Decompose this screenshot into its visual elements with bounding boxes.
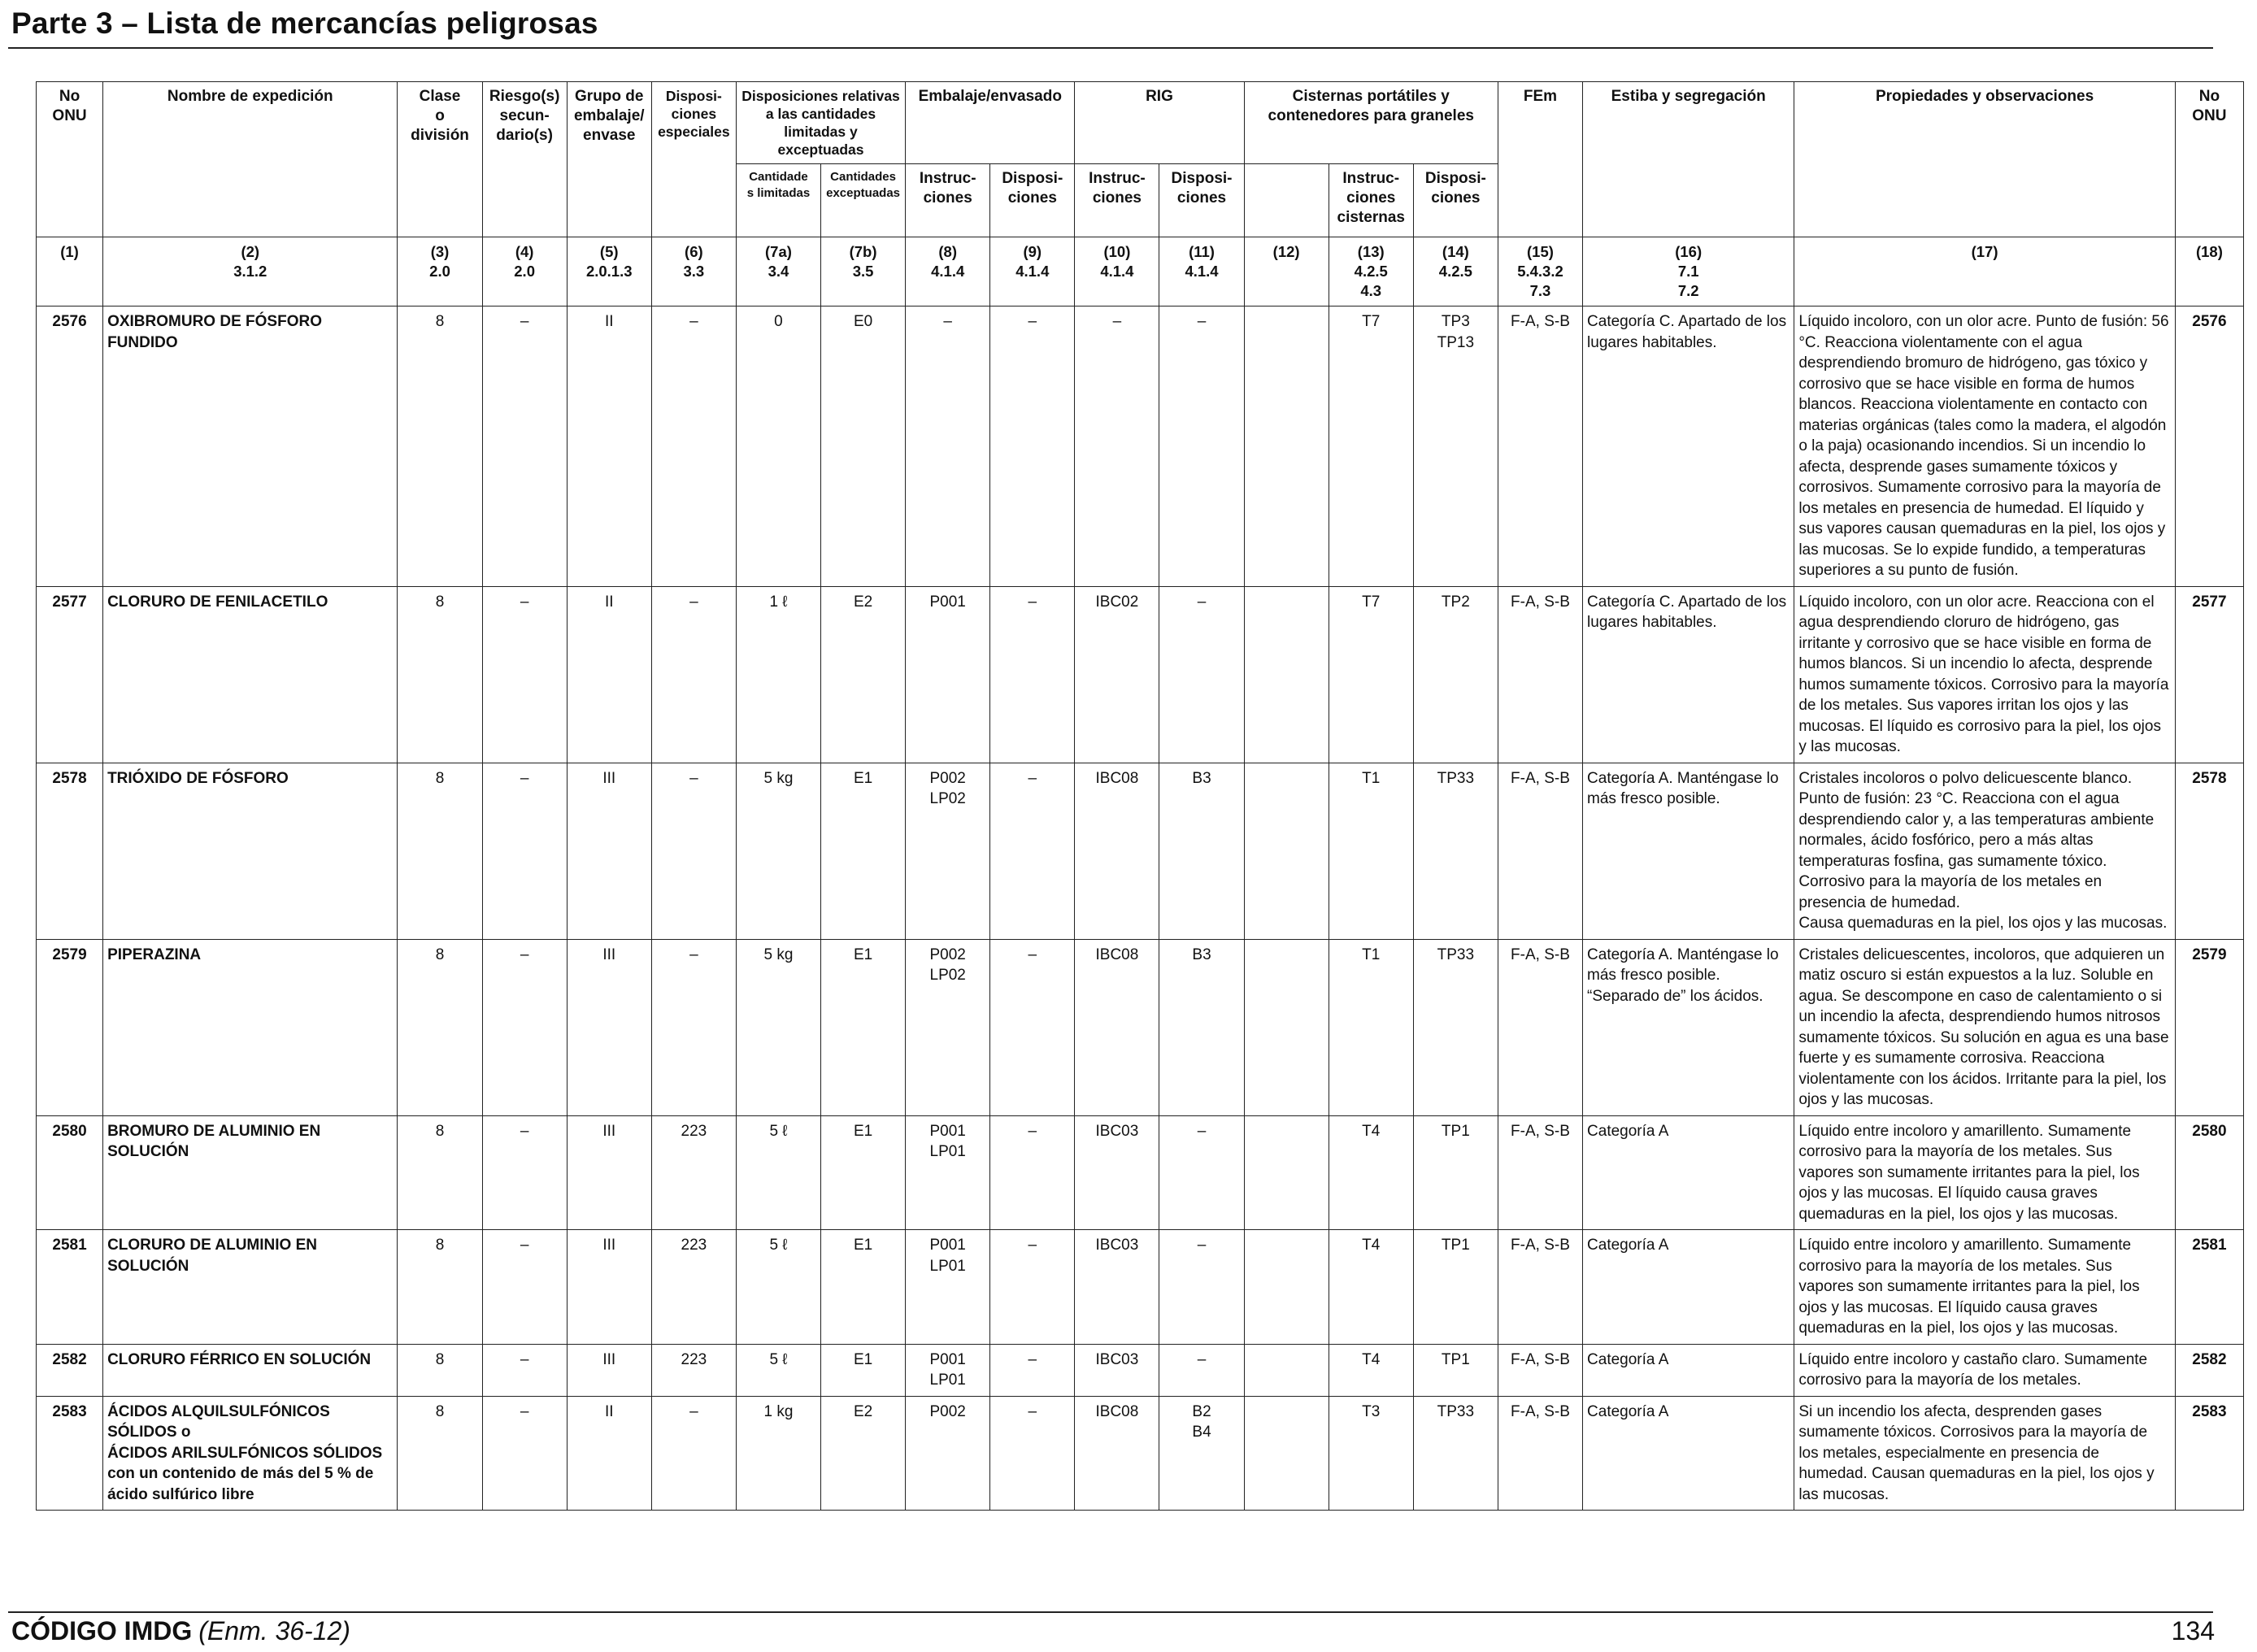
- row-stowage: Categoría A: [1583, 1230, 1794, 1345]
- row-un-number: 2581: [37, 1230, 103, 1345]
- row-column-12: [1244, 1230, 1329, 1345]
- table-row: [37, 1230, 2244, 1345]
- header-packing-group: Grupo de embalaje/ envase: [567, 82, 651, 237]
- row-class: 8: [398, 939, 482, 1115]
- column-ref: (7b) 3.5: [821, 237, 906, 306]
- header-tank-provisions: Disposi- ciones: [1413, 164, 1498, 237]
- row-shipping-name: BROMURO DE ALUMINIO EN SOLUCIÓN: [103, 1115, 398, 1230]
- header-packing: Embalaje/envasado: [906, 82, 1075, 164]
- row-column-12: [1244, 586, 1329, 763]
- table-row: [37, 1396, 2244, 1511]
- row-packing-instruction: P002: [906, 1396, 990, 1511]
- row-tank-instruction: T4: [1329, 1115, 1413, 1230]
- header-subsidiary-risk: Riesgo(s) secun- dario(s): [482, 82, 567, 237]
- header-column-12: [1244, 164, 1329, 237]
- row-packing-instruction: P002 LP02: [906, 763, 990, 939]
- header-un-number-right: No ONU: [2175, 82, 2243, 237]
- row-ibc-provision: B2 B4: [1159, 1396, 1244, 1511]
- row-properties: Cristales delicuescentes, incoloros, que adquieren un matiz oscuro si están expuestos a la luz. Soluble en agua. Se descompone en caso de calentamiento o si un incendio la afecta, desprendiendo humos nitrosos sumamente tóxicos. Su solución en agua es una base fuerte y es sumamente corrosiva. Reacciona violentamente con los ácidos. Irritante para la piel, los ojos y las mucosas.: [1794, 939, 2176, 1115]
- row-tank-instruction: T7: [1329, 586, 1413, 763]
- row-packing-instruction: P001: [906, 586, 990, 763]
- row-un-number: 2583: [37, 1396, 103, 1511]
- page-number: 134: [2171, 1616, 2215, 1645]
- row-ems: F-A, S-B: [1498, 1230, 1582, 1345]
- row-subsidiary-risk: –: [482, 306, 567, 587]
- row-special-provisions: 223: [651, 1115, 736, 1230]
- row-stowage: Categoría A: [1583, 1396, 1794, 1511]
- header-ibc-provisions: Disposi- ciones: [1159, 164, 1244, 237]
- row-ibc-instruction: IBC08: [1075, 1396, 1159, 1511]
- row-packing-provision: –: [990, 586, 1075, 763]
- header-tanks: Cisternas portátiles y contenedores para graneles: [1244, 82, 1498, 164]
- row-limited-quantity: 5 ℓ: [736, 1230, 820, 1345]
- row-tank-instruction: T1: [1329, 763, 1413, 939]
- table-row: [37, 1344, 2244, 1396]
- row-packing-provision: –: [990, 1396, 1075, 1511]
- row-excepted-quantity: E0: [821, 306, 906, 587]
- row-properties: Si un incendio los afecta, desprenden gases sumamente tóxicos. Corrosivos para la mayoría de los metales, especialmente en presencia de humedad. Causan quemaduras en la piel, los ojos y las mucosas.: [1794, 1396, 2176, 1511]
- row-limited-quantity: 5 ℓ: [736, 1115, 820, 1230]
- row-packing-instruction: P001 LP01: [906, 1115, 990, 1230]
- column-ref: (3) 2.0: [398, 237, 482, 306]
- header-ibc: RIG: [1075, 82, 1244, 164]
- row-un-number-right: 2580: [2175, 1115, 2243, 1230]
- row-un-number-right: 2583: [2175, 1396, 2243, 1511]
- row-packing-provision: –: [990, 939, 1075, 1115]
- row-un-number: 2576: [37, 306, 103, 587]
- row-excepted-quantity: E1: [821, 763, 906, 939]
- column-reference-row: [37, 237, 2244, 306]
- row-ibc-provision: –: [1159, 586, 1244, 763]
- row-un-number: 2579: [37, 939, 103, 1115]
- header-ems: FEm: [1498, 82, 1582, 237]
- row-special-provisions: –: [651, 306, 736, 587]
- row-ibc-instruction: IBC03: [1075, 1115, 1159, 1230]
- row-packing-instruction: P001 LP01: [906, 1230, 990, 1345]
- row-packing-group: III: [567, 1344, 651, 1396]
- header-limited-excepted: Disposiciones relativas a las cantidades limitadas y exceptuadas: [736, 82, 905, 164]
- row-tank-provision: TP1: [1413, 1230, 1498, 1345]
- column-ref: (11) 4.1.4: [1159, 237, 1244, 306]
- row-tank-instruction: T4: [1329, 1344, 1413, 1396]
- column-ref: (5) 2.0.1.3: [567, 237, 651, 306]
- row-stowage: Categoría A: [1583, 1344, 1794, 1396]
- row-limited-quantity: 5 kg: [736, 939, 820, 1115]
- row-stowage: Categoría C. Apartado de los lugares habitables.: [1583, 306, 1794, 587]
- row-packing-group: III: [567, 763, 651, 939]
- column-ref: (8) 4.1.4: [906, 237, 990, 306]
- row-packing-group: III: [567, 1115, 651, 1230]
- row-properties: Líquido entre incoloro y amarillento. Sumamente corrosivo para la mayoría de los metales. Sus vapores son sumamente irritantes para la piel, los ojos y las mucosas. El líquido causa graves quemaduras en la piel, los ojos y las mucosas.: [1794, 1115, 2176, 1230]
- row-special-provisions: –: [651, 586, 736, 763]
- row-special-provisions: –: [651, 1396, 736, 1511]
- row-ibc-provision: –: [1159, 1344, 1244, 1396]
- row-special-provisions: 223: [651, 1344, 736, 1396]
- row-excepted-quantity: E1: [821, 1115, 906, 1230]
- table-row: [37, 763, 2244, 939]
- row-ibc-instruction: –: [1075, 306, 1159, 587]
- header-ibc-instructions: Instruc- ciones: [1075, 164, 1159, 237]
- row-packing-provision: –: [990, 1344, 1075, 1396]
- row-un-number-right: 2581: [2175, 1230, 2243, 1345]
- column-ref: (1): [37, 237, 103, 306]
- column-ref: (15) 5.4.3.2 7.3: [1498, 237, 1582, 306]
- page-title: Parte 3 – Lista de mercancías peligrosas: [11, 7, 598, 40]
- header-properties: Propiedades y observaciones: [1794, 82, 2176, 237]
- row-tank-instruction: T1: [1329, 939, 1413, 1115]
- row-shipping-name: CLORURO DE ALUMINIO EN SOLUCIÓN: [103, 1230, 398, 1345]
- row-packing-group: II: [567, 586, 651, 763]
- column-ref: (7a) 3.4: [736, 237, 820, 306]
- row-packing-instruction: P001 LP01: [906, 1344, 990, 1396]
- table-row: [37, 939, 2244, 1115]
- row-class: 8: [398, 763, 482, 939]
- footer-divider: [8, 1611, 2213, 1613]
- row-packing-group: II: [567, 1396, 651, 1511]
- row-ems: F-A, S-B: [1498, 1344, 1582, 1396]
- column-ref: (14) 4.2.5: [1413, 237, 1498, 306]
- row-column-12: [1244, 1115, 1329, 1230]
- row-un-number-right: 2582: [2175, 1344, 2243, 1396]
- row-stowage: Categoría A: [1583, 1115, 1794, 1230]
- row-properties: Líquido incoloro, con un olor acre. Reacciona con el agua desprendiendo cloruro de hidrógeno, gas irritante y corrosivo que se hace visible en forma de humos blancos. Si un incendio lo afecta, desprende humos sumamente tóxicos. Corrosivo para la mayoría de los metales. Sus vapores irritan los ojos y las mucosas. El líquido es corrosivo para la piel, los ojos y las mucosas.: [1794, 586, 2176, 763]
- row-ems: F-A, S-B: [1498, 763, 1582, 939]
- row-shipping-name: PIPERAZINA: [103, 939, 398, 1115]
- row-limited-quantity: 0: [736, 306, 820, 587]
- row-tank-instruction: T4: [1329, 1230, 1413, 1345]
- row-column-12: [1244, 939, 1329, 1115]
- row-shipping-name: ÁCIDOS ALQUILSULFÓNICOS SÓLIDOS o ÁCIDOS ARILSULFÓNICOS SÓLIDOS con un contenido de más del 5 % de ácido sulfúrico libre: [103, 1396, 398, 1511]
- row-limited-quantity: 1 ℓ: [736, 586, 820, 763]
- row-limited-quantity: 1 kg: [736, 1396, 820, 1511]
- table-row: [37, 586, 2244, 763]
- column-ref: (4) 2.0: [482, 237, 567, 306]
- row-shipping-name: CLORURO DE FENILACETILO: [103, 586, 398, 763]
- header-packing-instructions: Instruc- ciones: [906, 164, 990, 237]
- row-shipping-name: OXIBROMURO DE FÓSFORO FUNDIDO: [103, 306, 398, 587]
- row-un-number-right: 2577: [2175, 586, 2243, 763]
- row-ibc-instruction: IBC03: [1075, 1344, 1159, 1396]
- column-ref: (6) 3.3: [651, 237, 736, 306]
- row-subsidiary-risk: –: [482, 1115, 567, 1230]
- row-shipping-name: CLORURO FÉRRICO EN SOLUCIÓN: [103, 1344, 398, 1396]
- row-special-provisions: –: [651, 763, 736, 939]
- row-shipping-name: TRIÓXIDO DE FÓSFORO: [103, 763, 398, 939]
- row-properties: Líquido incoloro, con un olor acre. Punto de fusión: 56 °C. Reacciona violentamente con el agua desprendiendo bromuro de hidrógeno, gas tóxico y corrosivo que se hace visible en forma de humos blancos. Reacciona violentamente en contacto con materias orgánicas (tales como la madera, el algodón o la paja) ocasionando incendios. Si un incendio lo afecta, desprende gases sumamente tóxicos y corrosivos. Sumamente corrosivo para la mayoría de los metales en presencia de humedad. El líquido y sus vapores causan quemaduras en la piel, los ojos y las mucosas. Se lo expide fundido, a temperaturas superiores a su punto de fusión.: [1794, 306, 2176, 587]
- row-ibc-provision: B3: [1159, 763, 1244, 939]
- header-un-number: No ONU: [37, 82, 103, 237]
- row-packing-instruction: –: [906, 306, 990, 587]
- footer-amendment: (Enm. 36-12): [198, 1616, 350, 1645]
- row-excepted-quantity: E2: [821, 586, 906, 763]
- row-packing-group: III: [567, 939, 651, 1115]
- column-ref: (13) 4.2.5 4.3: [1329, 237, 1413, 306]
- row-ibc-instruction: IBC03: [1075, 1230, 1159, 1345]
- row-class: 8: [398, 1396, 482, 1511]
- row-tank-provision: TP33: [1413, 939, 1498, 1115]
- header-special-provisions: Disposi- ciones especiales: [651, 82, 736, 237]
- header-class: Clase o división: [398, 82, 482, 237]
- row-subsidiary-risk: –: [482, 1230, 567, 1345]
- row-packing-provision: –: [990, 1230, 1075, 1345]
- row-excepted-quantity: E1: [821, 939, 906, 1115]
- row-packing-provision: –: [990, 763, 1075, 939]
- row-tank-provision: TP1: [1413, 1344, 1498, 1396]
- row-limited-quantity: 5 kg: [736, 763, 820, 939]
- row-ibc-provision: –: [1159, 1230, 1244, 1345]
- footer-code-name: CÓDIGO IMDG: [11, 1616, 193, 1645]
- row-ibc-instruction: IBC08: [1075, 763, 1159, 939]
- row-un-number: 2578: [37, 763, 103, 939]
- row-column-12: [1244, 1396, 1329, 1511]
- row-subsidiary-risk: –: [482, 939, 567, 1115]
- column-ref: (10) 4.1.4: [1075, 237, 1159, 306]
- header-shipping-name: Nombre de expedición: [103, 82, 398, 237]
- footer-code: [11, 1616, 350, 1646]
- row-un-number: 2582: [37, 1344, 103, 1396]
- row-tank-provision: TP33: [1413, 1396, 1498, 1511]
- row-special-provisions: –: [651, 939, 736, 1115]
- table-row: [37, 1115, 2244, 1230]
- row-column-12: [1244, 306, 1329, 587]
- row-un-number-right: 2576: [2175, 306, 2243, 587]
- row-properties: Líquido entre incoloro y amarillento. Sumamente corrosivo para la mayoría de los metales. Sus vapores son sumamente irritantes para la piel, los ojos y las mucosas. El líquido causa graves quemaduras en la piel, los ojos y las mucosas.: [1794, 1230, 2176, 1345]
- row-ems: F-A, S-B: [1498, 306, 1582, 587]
- dangerous-goods-table: [36, 81, 2244, 1511]
- column-ref: (17): [1794, 237, 2176, 306]
- table-row: [37, 306, 2244, 587]
- row-properties: Cristales incoloros o polvo delicuescente blanco. Punto de fusión: 23 °C. Reacciona con el agua desprendiendo calor y, a las temperaturas ambiente normales, ácido fosfórico, pero a más altas temperaturas fosfina, gas sumamente tóxico. Corrosivo para la mayoría de los metales en presencia de humedad. Causa quemaduras en la piel, los ojos y las mucosas.: [1794, 763, 2176, 939]
- row-ibc-instruction: IBC02: [1075, 586, 1159, 763]
- row-tank-instruction: T7: [1329, 306, 1413, 587]
- row-column-12: [1244, 763, 1329, 939]
- row-ibc-provision: –: [1159, 306, 1244, 587]
- row-ibc-instruction: IBC08: [1075, 939, 1159, 1115]
- row-special-provisions: 223: [651, 1230, 736, 1345]
- row-ems: F-A, S-B: [1498, 1396, 1582, 1511]
- row-class: 8: [398, 586, 482, 763]
- row-class: 8: [398, 1115, 482, 1230]
- row-excepted-quantity: E1: [821, 1344, 906, 1396]
- title-divider: [8, 47, 2213, 49]
- column-ref: (2) 3.1.2: [103, 237, 398, 306]
- row-tank-provision: TP3 TP13: [1413, 306, 1498, 587]
- row-subsidiary-risk: –: [482, 763, 567, 939]
- row-stowage: Categoría A. Manténgase lo más fresco posible.: [1583, 763, 1794, 939]
- row-excepted-quantity: E1: [821, 1230, 906, 1345]
- row-ems: F-A, S-B: [1498, 586, 1582, 763]
- row-un-number: 2577: [37, 586, 103, 763]
- row-tank-provision: TP33: [1413, 763, 1498, 939]
- row-subsidiary-risk: –: [482, 586, 567, 763]
- row-limited-quantity: 5 ℓ: [736, 1344, 820, 1396]
- column-ref: (12): [1244, 237, 1329, 306]
- row-packing-group: III: [567, 1230, 651, 1345]
- row-stowage: Categoría C. Apartado de los lugares habitables.: [1583, 586, 1794, 763]
- header-packing-provisions: Disposi- ciones: [990, 164, 1075, 237]
- row-ibc-provision: –: [1159, 1115, 1244, 1230]
- row-un-number: 2580: [37, 1115, 103, 1230]
- column-ref: (16) 7.1 7.2: [1583, 237, 1794, 306]
- row-un-number-right: 2578: [2175, 763, 2243, 939]
- row-class: 8: [398, 1344, 482, 1396]
- row-stowage: Categoría A. Manténgase lo más fresco posible. “Separado de” los ácidos.: [1583, 939, 1794, 1115]
- row-column-12: [1244, 1344, 1329, 1396]
- row-packing-instruction: P002 LP02: [906, 939, 990, 1115]
- header-tank-instructions: Instruc- ciones cisternas: [1329, 164, 1413, 237]
- row-packing-group: II: [567, 306, 651, 587]
- header-excepted-quantities: Cantidades exceptuadas: [821, 164, 906, 237]
- row-packing-provision: –: [990, 1115, 1075, 1230]
- row-properties: Líquido entre incoloro y castaño claro. Sumamente corrosivo para la mayoría de los metales.: [1794, 1344, 2176, 1396]
- row-excepted-quantity: E2: [821, 1396, 906, 1511]
- header-stowage: Estiba y segregación: [1583, 82, 1794, 237]
- row-un-number-right: 2579: [2175, 939, 2243, 1115]
- row-tank-provision: TP2: [1413, 586, 1498, 763]
- table-body: [37, 237, 2244, 1511]
- row-ems: F-A, S-B: [1498, 939, 1582, 1115]
- row-class: 8: [398, 306, 482, 587]
- row-subsidiary-risk: –: [482, 1396, 567, 1511]
- row-packing-provision: –: [990, 306, 1075, 587]
- row-subsidiary-risk: –: [482, 1344, 567, 1396]
- row-tank-provision: TP1: [1413, 1115, 1498, 1230]
- row-class: 8: [398, 1230, 482, 1345]
- header-limited-quantities: Cantidade s limitadas: [736, 164, 820, 237]
- column-ref: (9) 4.1.4: [990, 237, 1075, 306]
- column-ref: (18): [2175, 237, 2243, 306]
- row-tank-instruction: T3: [1329, 1396, 1413, 1511]
- row-ibc-provision: B3: [1159, 939, 1244, 1115]
- row-ems: F-A, S-B: [1498, 1115, 1582, 1230]
